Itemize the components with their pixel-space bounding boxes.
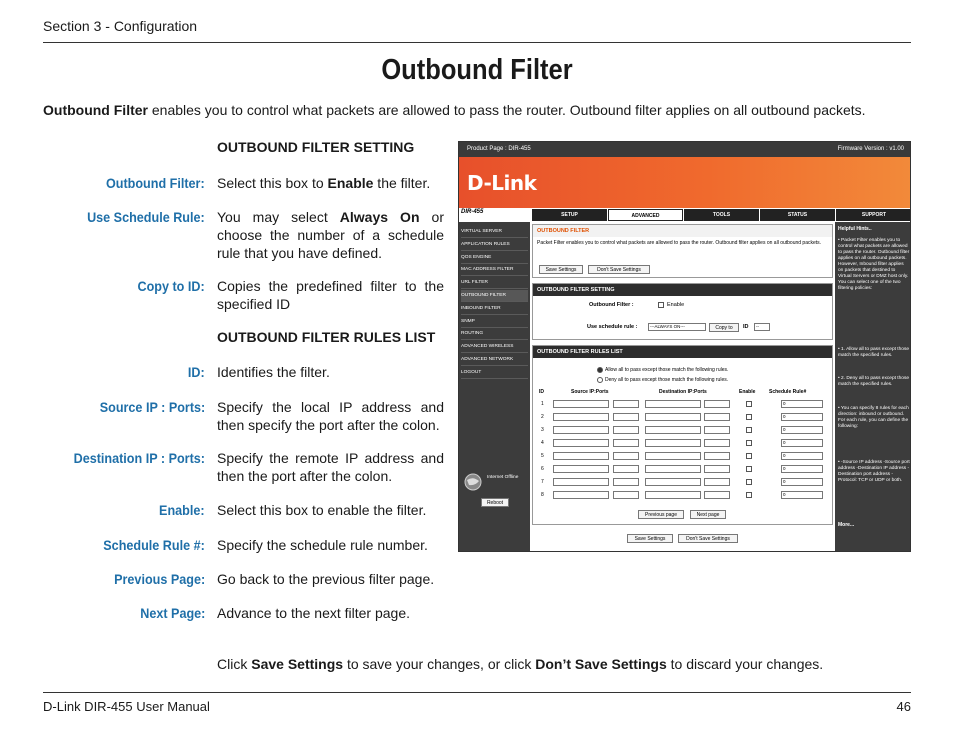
router-screenshot xyxy=(458,141,911,552)
tab-status[interactable]: STATUS xyxy=(760,209,835,221)
sidebar-item[interactable]: ROUTING xyxy=(461,328,528,340)
term-description xyxy=(217,363,444,381)
rule-ip-port-input[interactable] xyxy=(613,439,639,447)
deny-label: Deny all to pass except those match the following rules. xyxy=(605,377,729,383)
packet-filter-box xyxy=(532,224,833,278)
sidebar-item[interactable]: OUTBOUND FILTER xyxy=(461,290,528,302)
page-title: Outbound Filter xyxy=(381,54,573,86)
sidebar-item[interactable]: QOS ENGINE xyxy=(461,252,528,264)
filter-setting-box xyxy=(532,283,833,340)
rules-column-header: Enable xyxy=(739,389,756,395)
deny-radio[interactable] xyxy=(597,377,603,383)
dlink-logo: D-Link xyxy=(467,171,537,195)
rule-ip-port-input[interactable] xyxy=(704,400,730,408)
description-text: Specify the remote IP address and then the port after the colon. xyxy=(217,450,444,484)
product-page-label: Product Page : DIR-455 xyxy=(467,146,531,152)
rule-id: 7 xyxy=(541,479,544,485)
router-content xyxy=(532,222,833,552)
term-description xyxy=(217,174,444,192)
reboot-button[interactable]: Reboot xyxy=(481,498,509,507)
rule-schedule-input[interactable]: 0 xyxy=(781,413,823,421)
id-select[interactable]: -- xyxy=(754,323,770,331)
enable-filter-checkbox[interactable] xyxy=(658,302,664,308)
model-label: DIR-455 xyxy=(461,209,484,215)
rule-ip-port-input[interactable] xyxy=(704,478,730,486)
router-topbar xyxy=(459,142,911,157)
rule-ip-port-input[interactable] xyxy=(645,491,701,499)
term-label: Use Schedule Rule: xyxy=(87,209,205,225)
rule-ip-port-input[interactable] xyxy=(645,413,701,421)
description-text-end: or choose the number of a schedule rule that you have defined. xyxy=(217,209,444,261)
footer-divider xyxy=(43,692,911,693)
term-label: Previous Page: xyxy=(113,571,205,587)
term-description xyxy=(217,277,444,313)
previous-page-button[interactable]: Previous page xyxy=(638,510,684,519)
hint-text: • You can specify 8 rules for each direction: inbound or outbound. For each rule, you can define the following: xyxy=(838,406,909,429)
rule-enable-checkbox[interactable] xyxy=(746,414,752,420)
rule-schedule-input[interactable]: 0 xyxy=(781,400,823,408)
header-divider xyxy=(43,42,911,43)
rule-enable-checkbox[interactable] xyxy=(746,466,752,472)
rule-id: 2 xyxy=(541,414,544,420)
term-label: Enable: xyxy=(159,502,205,518)
rule-ip-port-input[interactable] xyxy=(553,452,609,460)
tab-advanced[interactable]: ADVANCED xyxy=(608,209,683,221)
sidebar-item[interactable]: APPLICATION RULES xyxy=(461,239,528,251)
rule-ip-port-input[interactable] xyxy=(613,413,639,421)
sidebar-item[interactable]: ADVANCED NETWORK xyxy=(461,354,528,366)
term-label: Source IP : Ports: xyxy=(99,399,205,415)
tab-tools[interactable]: TOOLS xyxy=(684,209,759,221)
sidebar-item[interactable]: ADVANCED WIRELESS xyxy=(461,341,528,353)
rule-ip-port-input[interactable] xyxy=(613,452,639,460)
sidebar-item[interactable]: MAC ADDRESS FILTER xyxy=(461,264,528,276)
sidebar-item[interactable]: INBOUND FILTER xyxy=(461,303,528,315)
description-text: Select this box to xyxy=(217,175,328,191)
rule-ip-port-input[interactable] xyxy=(613,478,639,486)
footer-manual-name: D-Link DIR-455 User Manual xyxy=(43,699,210,714)
sidebar-item[interactable]: URL FILTER xyxy=(461,277,528,289)
rule-schedule-input[interactable]: 0 xyxy=(781,491,823,499)
rule-schedule-input[interactable]: 0 xyxy=(781,452,823,460)
section-header: Section 3 - Configuration xyxy=(43,18,198,34)
rule-ip-port-input[interactable] xyxy=(645,478,701,486)
schedule-rule-label: Use schedule rule : xyxy=(587,324,638,330)
closing-paragraph xyxy=(217,656,823,672)
rule-ip-port-input[interactable] xyxy=(704,452,730,460)
router-tabs xyxy=(459,208,911,222)
rule-ip-port-input[interactable] xyxy=(704,465,730,473)
hint-text: • 1. Allow all to pass except those match the specified rules. xyxy=(838,347,910,358)
rule-enable-checkbox[interactable] xyxy=(746,427,752,433)
rule-ip-port-input[interactable] xyxy=(645,426,701,434)
copy-to-button[interactable]: Copy to xyxy=(709,323,739,332)
term-label: Outbound Filter: xyxy=(106,175,205,191)
rules-column-header: ID xyxy=(539,389,544,395)
closing-bold-save: Save Settings xyxy=(251,656,344,672)
term-label: Copy to ID: xyxy=(137,278,205,294)
filter-setting-heading: OUTBOUND FILTER SETTING xyxy=(533,284,832,296)
hint-text: • Packet Filter enables you to control what packets are allowed to pass the router. Outbound filter applies on all outbound packets. However, Inbound filter applies on packets that destined to Virtual Servers or DMZ host only. You can select one of the two filtering policies: xyxy=(838,238,910,291)
rule-schedule-input[interactable]: 0 xyxy=(781,439,823,447)
filter-rules-box xyxy=(532,345,833,525)
intro-paragraph xyxy=(43,102,913,119)
enable-label: Enable xyxy=(667,302,685,308)
description-text: Advance to the next filter page. xyxy=(217,605,411,621)
description-bold: Enable xyxy=(327,175,374,191)
rule-ip-port-input[interactable] xyxy=(645,400,701,408)
description-text-end: the filter. xyxy=(373,175,431,191)
term-label: Destination IP : Ports: xyxy=(73,450,205,466)
rule-id: 5 xyxy=(541,453,544,459)
term-description xyxy=(217,208,444,262)
intro-text: enables you to control what packets are allowed to pass the router. Outbound filter applies on all outbound packets. xyxy=(147,102,866,118)
rule-id: 1 xyxy=(541,401,544,407)
rules-column-header: Source IP:Ports xyxy=(571,389,609,395)
closing-text-a: Click xyxy=(217,656,252,672)
description-text: Identifies the filter. xyxy=(217,364,330,380)
rule-enable-checkbox[interactable] xyxy=(746,440,752,446)
rule-schedule-input[interactable]: 0 xyxy=(781,426,823,434)
allow-radio[interactable] xyxy=(597,367,603,373)
term-label: Schedule Rule #: xyxy=(103,537,205,553)
rule-ip-port-input[interactable] xyxy=(613,426,639,434)
rule-ip-port-input[interactable] xyxy=(645,465,701,473)
setting-heading: OUTBOUND FILTER SETTING xyxy=(217,139,415,155)
outbound-filter-label: Outbound Filter : xyxy=(589,302,634,308)
sidebar-item[interactable]: VIRTUAL SERVER xyxy=(461,226,528,238)
rule-ip-port-input[interactable] xyxy=(613,491,639,499)
rule-schedule-input[interactable]: 0 xyxy=(781,465,823,473)
rule-id: 3 xyxy=(541,427,544,433)
rule-enable-checkbox[interactable] xyxy=(746,479,752,485)
rule-ip-port-input[interactable] xyxy=(553,426,609,434)
rule-ip-port-input[interactable] xyxy=(553,413,609,421)
rule-ip-port-input[interactable] xyxy=(613,465,639,473)
description-text: Copies the predefined filter to the specified ID xyxy=(217,278,444,312)
closing-text-c: to save your changes, or click xyxy=(343,656,536,672)
rule-ip-port-input[interactable] xyxy=(553,439,609,447)
term-description xyxy=(217,398,444,434)
rules-heading: OUTBOUND FILTER RULES LIST xyxy=(217,329,436,345)
rules-column-header: Schedule Rule# xyxy=(769,389,807,395)
intro-bold: Outbound Filter xyxy=(43,102,148,118)
rule-ip-port-input[interactable] xyxy=(613,400,639,408)
allow-label: Allow all to pass except those match the following rules. xyxy=(605,367,729,373)
rule-id: 6 xyxy=(541,466,544,472)
term-description xyxy=(217,449,444,485)
rule-ip-port-input[interactable] xyxy=(553,465,609,473)
description-text: Specify the local IP address and then specify the port after the colon. xyxy=(217,399,444,433)
description-text: Select this box to enable the filter. xyxy=(217,502,427,518)
rules-column-header: Destination IP:Ports xyxy=(659,389,707,395)
description-text: Go back to the previous filter page. xyxy=(217,571,435,587)
term-label: Next Page: xyxy=(139,605,205,621)
packet-filter-heading: OUTBOUND FILTER xyxy=(533,225,832,237)
dont-save-button-bottom[interactable]: Don't Save Settings xyxy=(678,534,738,543)
rule-ip-port-input[interactable] xyxy=(704,426,730,434)
rule-enable-checkbox[interactable] xyxy=(746,492,752,498)
term-description xyxy=(217,604,444,622)
page-number: 46 xyxy=(896,699,911,714)
rule-ip-port-input[interactable] xyxy=(553,400,609,408)
tab-setup[interactable]: SETUP xyxy=(532,209,607,221)
internet-status-label: Internet Offline xyxy=(487,475,519,480)
hints-title: Helpful Hints.. xyxy=(838,226,872,232)
rule-ip-port-input[interactable] xyxy=(553,478,609,486)
rule-enable-checkbox[interactable] xyxy=(746,401,752,407)
rule-id: 8 xyxy=(541,492,544,498)
schedule-rule-select[interactable]: ---ALWAYS ON--- xyxy=(648,323,706,331)
packet-filter-text: Packet Filter enables you to control what packets are allowed to pass the router. Outbound filter applies on all outbound packets. xyxy=(537,240,822,246)
router-sidebar xyxy=(459,222,530,552)
save-settings-button-top[interactable]: Save Settings xyxy=(539,265,583,274)
more-link[interactable]: More... xyxy=(838,522,855,528)
term-description xyxy=(217,570,444,588)
hint-text: • 2. Deny all to pass except those match the specified rules. xyxy=(838,376,910,387)
hint-text: • -Source IP address -Source port address -Destination IP address -Destination port address -Protocol: TCP or UDP or both. xyxy=(838,460,910,483)
rule-ip-port-input[interactable] xyxy=(704,439,730,447)
dont-save-button-top[interactable]: Don't Save Settings xyxy=(588,265,650,274)
term-description xyxy=(217,536,444,554)
save-settings-button-bottom[interactable]: Save Settings xyxy=(627,534,673,543)
rule-ip-port-input[interactable] xyxy=(704,491,730,499)
term-label: ID: xyxy=(188,364,205,380)
id-label: ID xyxy=(743,324,749,330)
description-text: You may select xyxy=(217,209,340,225)
sidebar-item[interactable]: LOGOUT xyxy=(461,367,528,379)
rule-ip-port-input[interactable] xyxy=(645,452,701,460)
firmware-label: Firmware Version : v1.00 xyxy=(837,146,904,152)
rule-enable-checkbox[interactable] xyxy=(746,453,752,459)
closing-text-d: to discard your changes. xyxy=(666,656,824,672)
globe-icon xyxy=(463,472,483,492)
rule-ip-port-input[interactable] xyxy=(645,439,701,447)
rule-ip-port-input[interactable] xyxy=(704,413,730,421)
description-bold: Always On xyxy=(339,209,420,225)
sidebar-item[interactable]: SNMP xyxy=(461,316,528,328)
rule-id: 4 xyxy=(541,440,544,446)
closing-bold-dont-save: Don’t Save Settings xyxy=(535,656,667,672)
term-description xyxy=(217,501,444,519)
rule-ip-port-input[interactable] xyxy=(553,491,609,499)
tab-support[interactable]: SUPPORT xyxy=(836,209,911,221)
router-banner xyxy=(459,157,911,208)
helpful-hints-panel xyxy=(835,222,911,552)
next-page-button[interactable]: Next page xyxy=(690,510,726,519)
rule-schedule-input[interactable]: 0 xyxy=(781,478,823,486)
description-text: Specify the schedule rule number. xyxy=(217,537,428,553)
filter-rules-heading: OUTBOUND FILTER RULES LIST xyxy=(533,346,832,358)
